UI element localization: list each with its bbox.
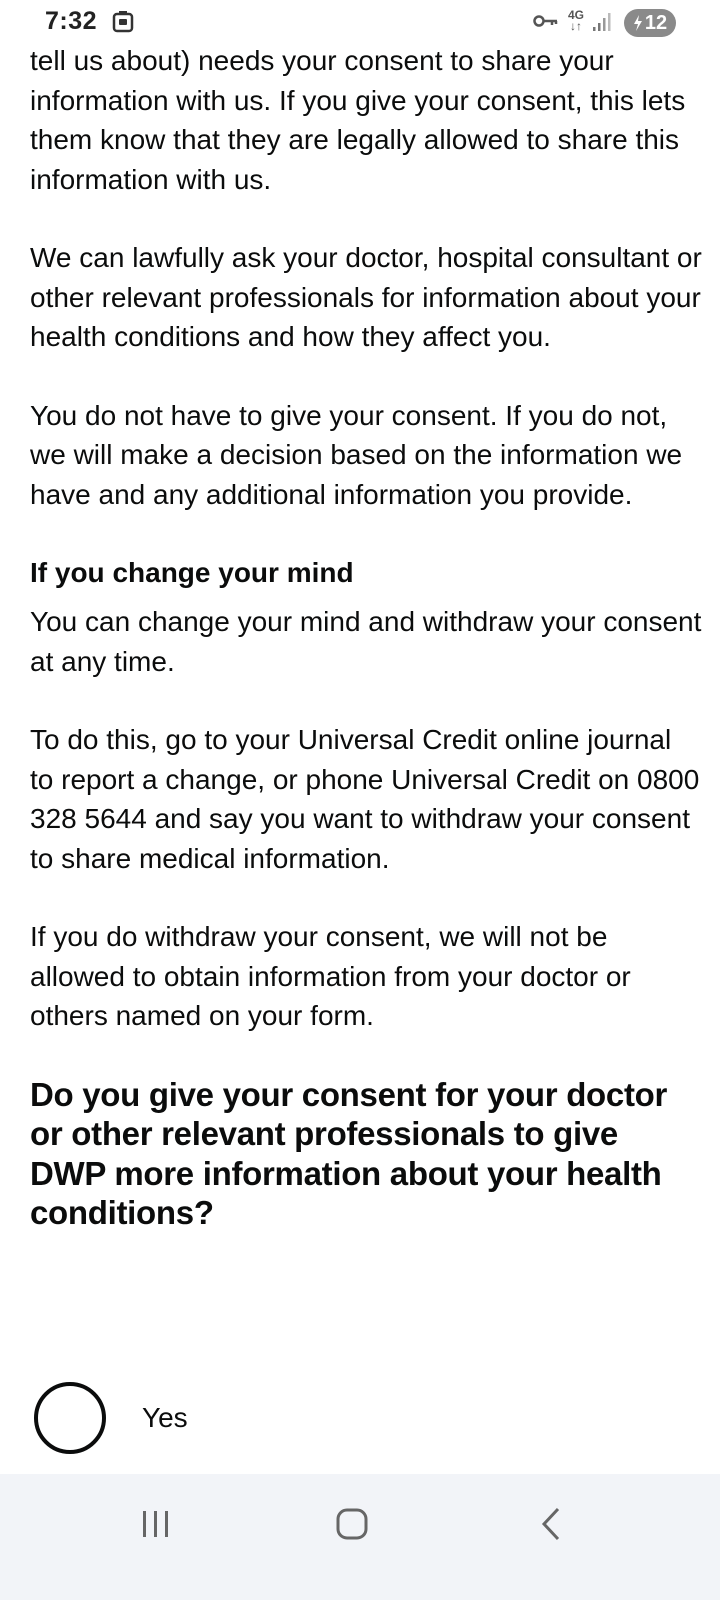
- withdraw-paragraph: You can change your mind and withdraw your consent at any time.: [30, 606, 702, 677]
- home-icon[interactable]: [336, 1508, 368, 1545]
- back-icon[interactable]: [540, 1506, 562, 1547]
- consent-paragraph-2: We can lawfully ask your doctor, hospital consultant or other relevant professionals for information about your health conditions and how they affect you.: [30, 242, 702, 352]
- consent-question: Do you give your consent for your doctor or other relevant professionals to give DWP more information about your health conditions?: [30, 1075, 668, 1231]
- battery-charging-icon: [633, 15, 643, 31]
- report-change-paragraph: To do this, go to your Universal Credit online journal to report a change, or phone Universal Credit on 0800 328 5644 and say you want to withdraw your consent to share medical information.: [30, 724, 700, 874]
- yes-radio-option[interactable]: [34, 1382, 188, 1454]
- recent-apps-icon[interactable]: [140, 1508, 172, 1545]
- withdraw-effect-paragraph: If you do withdraw your consent, we will not be allowed to obtain information from your doctor or others named on your form.: [30, 921, 631, 1031]
- screenshot-icon: [112, 10, 134, 39]
- vpn-key-icon: [533, 13, 559, 34]
- consent-paragraph-1: tell us about) needs your consent to share your information with us. If you give your consent, this lets them know that they are legally allowed to share this information with us.: [30, 45, 686, 195]
- system-navigation-bar: [0, 1474, 720, 1600]
- network-type: 4G ↓↑: [567, 8, 584, 33]
- change-mind-heading: If you change your mind: [30, 557, 354, 588]
- consent-paragraph-3: You do not have to give your consent. If you do not, we will make a decision based on the information we have and any additional information you provide.: [30, 399, 683, 510]
- yes-radio-label[interactable]: Yes: [142, 1402, 188, 1433]
- battery-indicator: [624, 9, 676, 37]
- battery-level: 12: [644, 11, 668, 34]
- network-label: 4G: [567, 8, 584, 22]
- signal-icon: [592, 12, 612, 37]
- status-time: 7:32: [45, 7, 98, 35]
- status-bar: [0, 0, 720, 44]
- yes-radio-button[interactable]: [34, 1382, 106, 1454]
- main-content: [30, 41, 702, 1233]
